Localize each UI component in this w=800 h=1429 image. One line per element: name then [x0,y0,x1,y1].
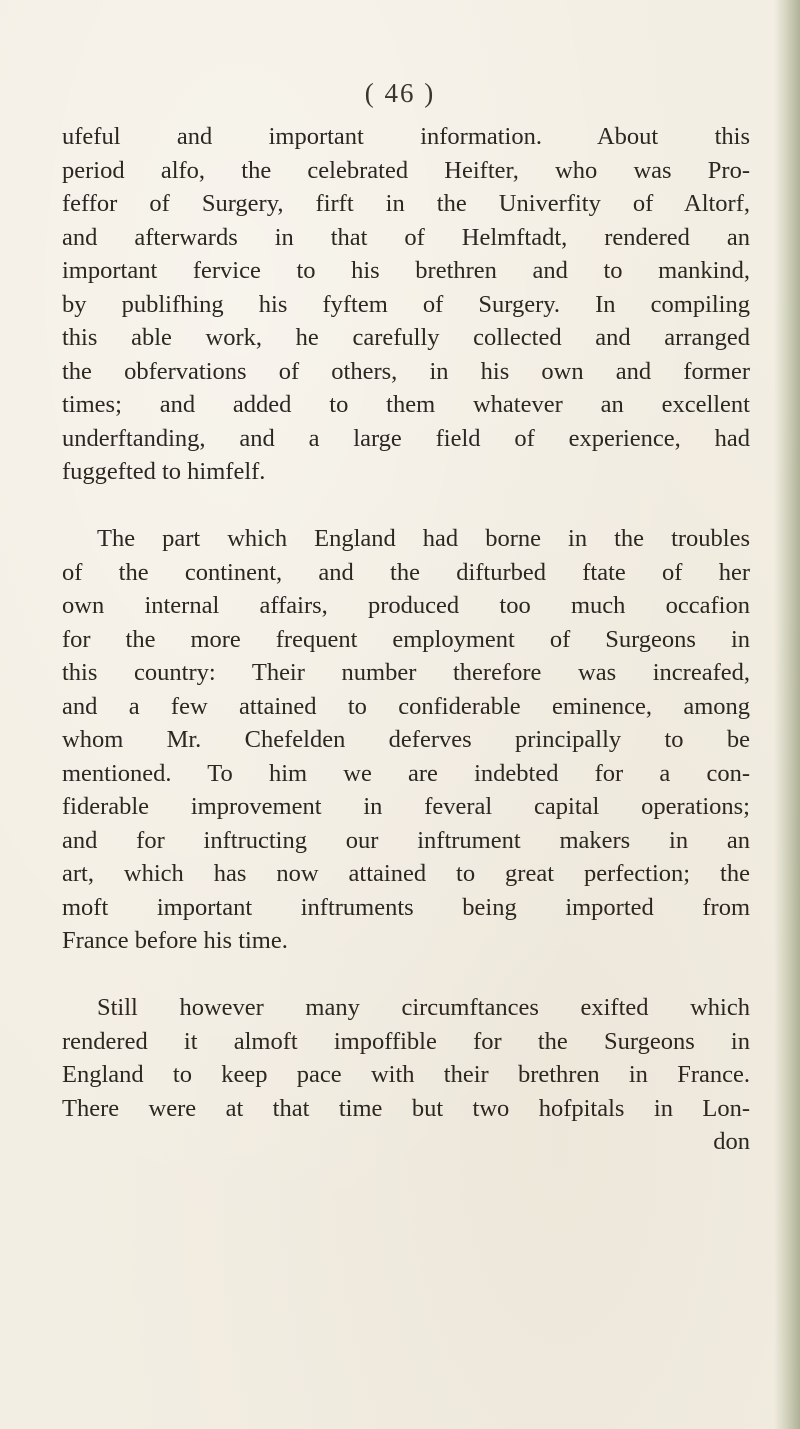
paragraph-1 [62,120,750,489]
text-line: underftanding, and a large field of experience, had [62,424,750,452]
text-line: England to keep pace with their brethren in France. [62,1061,750,1088]
text-line: feffor of Surgery, firft in the Univerfity of Altorf, [62,190,750,217]
text-line: for the more frequent employment of Surgeons in [62,625,750,653]
text-line: and afterwards in that of Helmftadt, rendered an [62,223,750,251]
text-line: times; and added to them whatever an excellent [62,391,750,418]
text-line: fiderable improvement in feveral capital operations; [62,793,750,820]
text-line: whom Mr. Chefelden deferves principally to be [62,726,750,753]
text-line: the obfervations of others, in his own and former [62,357,750,385]
text-line: mentioned. To him we are indebted for a con- [62,759,750,787]
text-line: France before his time. [62,927,288,954]
text-line: There were at that time but two hofpitals in Lon- [62,1094,750,1122]
text-line: period alfo, the celebrated Heifter, who was Pro- [62,156,750,184]
text-line: rendered it almoft impoffible for the Surgeons in [62,1027,750,1055]
text-line: The part which England had borne in the troubles [97,525,750,552]
text-line: and for inftructing our inftrument makers in an [62,826,750,854]
paragraph-spacer [62,958,750,992]
paragraph-spacer [62,489,750,523]
page-edge-shadow [774,0,800,1429]
page-number: ( 46 ) [364,78,436,108]
text-line: important fervice to his brethren and to mankind, [62,257,750,284]
text-line: art, which has now attained to great perfection; the [62,860,750,887]
text-line: and a few attained to confiderable eminence, among [62,692,750,720]
text-line: own internal affairs, produced too much occafion [62,592,750,619]
body-text [62,120,750,1159]
catchword: don [713,1128,750,1155]
text-line: by publifhing his fyftem of Surgery. In compiling [62,290,750,318]
text-line: of the continent, and the difturbed ftate of her [62,558,750,586]
text-line: Still however many circumftances exifted which [97,994,750,1021]
text-line: this able work, he carefully collected and arranged [62,324,750,351]
text-line: moft important inftruments being imported from [62,893,750,921]
paragraph-2 [62,522,750,958]
text-line: this country: Their number therefore was increafed, [62,659,750,686]
text-line: fuggefted to himfelf. [62,458,266,485]
text-line: ufeful and important information. About this [62,123,750,150]
paragraph-3 [62,991,750,1125]
